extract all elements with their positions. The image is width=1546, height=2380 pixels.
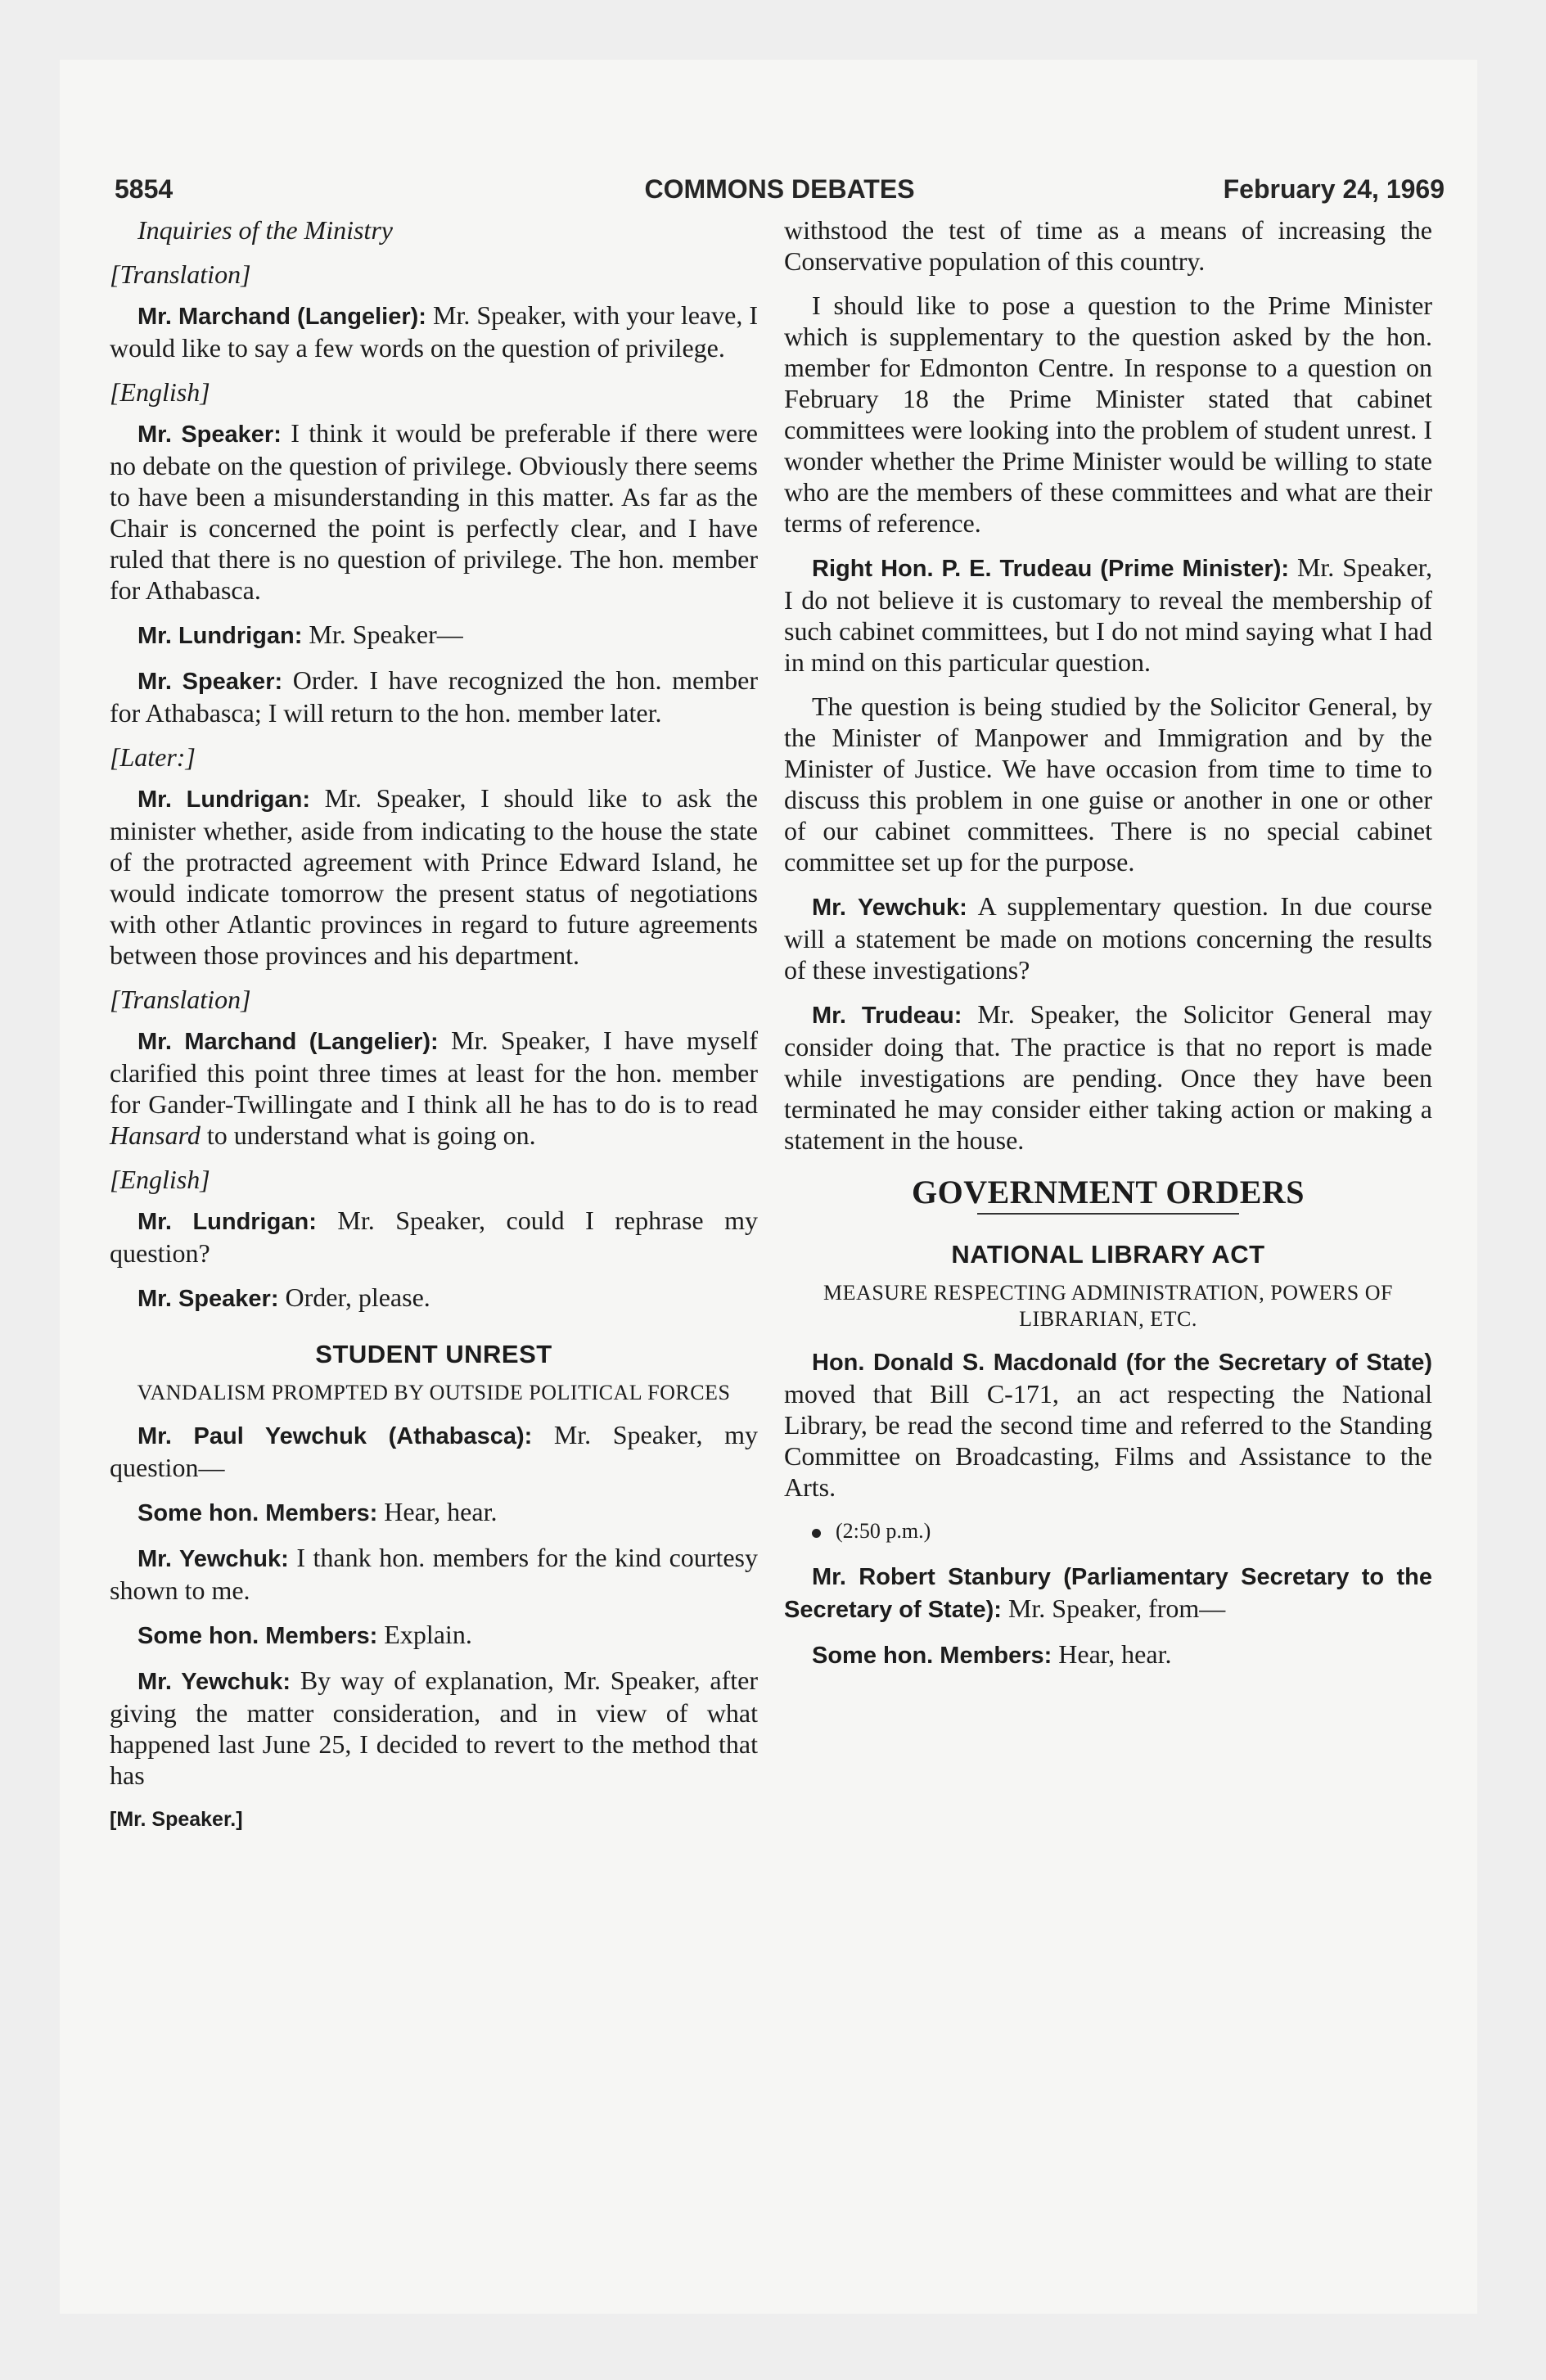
- paragraph: [784, 1560, 1432, 1625]
- speaker-name: Mr. Speaker:: [137, 669, 283, 695]
- paragraph: [784, 552, 1432, 678]
- speech-text: Hear, hear.: [1052, 1639, 1172, 1669]
- speaker-name: Mr. Lundrigan:: [137, 623, 303, 649]
- time-text: (2:50 p.m.): [836, 1519, 931, 1543]
- speech-text: Explain.: [377, 1620, 472, 1649]
- language-tag: [Translation]: [110, 985, 251, 1014]
- speaker-name: Mr. Robert Stanbury (Parliamentary Secretary to the Secretary of State):: [784, 1564, 1432, 1623]
- paragraph: [110, 782, 758, 971]
- paragraph: The question is being studied by the Solicitor General, by the Minister of Manpower and Immigration and by the Minister of Justice. We have occasion from time to time to discuss this problem in one guise or another in one or other of our cabinet committees. There is no special cabinet committee set up for the purpose.: [784, 692, 1432, 877]
- page-number: 5854: [115, 174, 174, 204]
- language-tag: [English]: [110, 1165, 210, 1194]
- paragraph: [110, 1542, 758, 1606]
- paragraph: [784, 998, 1432, 1156]
- title-rule: [977, 1213, 1239, 1215]
- speech-text: Order, please.: [278, 1282, 430, 1312]
- paragraph: [110, 1282, 758, 1314]
- paragraph: [110, 665, 758, 728]
- section-subtitle: VANDALISM PROMPTED BY OUTSIDE POLITICAL FORCES: [137, 1381, 731, 1404]
- paragraph: [110, 1619, 758, 1652]
- paragraph: I should like to pose a question to the Prime Minister which is supplementary to the question asked by the hon. member for Edmonton Centre. In response to a question on February 18 the Prime Minister stated that cabinet committees were looking into the problem of student unrest. I wonder whether the Prime Minister would be willing to state who are the members of these committees and what are their terms of reference.: [784, 291, 1432, 538]
- government-orders-title: GOVERNMENT ORDERS: [911, 1174, 1305, 1210]
- speaker-name: Some hon. Members:: [812, 1643, 1052, 1669]
- speaker-name: Hon. Donald S. Macdonald (for the Secretary of State): [812, 1350, 1432, 1376]
- speech-text: Mr. Speaker, I have myself clarified this point three times at least for the hon. member for Gander-Twillingate and I think all he has to do is to read: [110, 1025, 759, 1119]
- speech-text: Hear, hear.: [377, 1497, 498, 1526]
- paragraph: [110, 619, 758, 651]
- speech-text: Mr. Speaker, could I rephrase my question?: [110, 1206, 759, 1268]
- speaker-name: Mr. Yewchuk:: [812, 895, 967, 921]
- speech-text: moved that Bill C-171, an act respecting the National Library, be read the second time and referred to the Standing Committee on Broadcasting, Films and Assistance to the Arts.: [784, 1379, 1432, 1502]
- speaker-name: Mr. Paul Yewchuk (Athabasca):: [137, 1423, 533, 1449]
- speech-text: Mr. Speaker, the Solicitor General may consider doing that. The practice is that no report is made while investigations are pending. Once they have been terminated he may consider either taking action or making a statement in the house.: [784, 999, 1432, 1155]
- speech-text: Mr. Speaker, with your leave, I would like to say a few words on the question of privilege.: [110, 300, 759, 363]
- speaker-name: Mr. Lundrigan:: [137, 1209, 317, 1235]
- paragraph: [110, 1665, 758, 1791]
- speaker-name: Mr. Lundrigan:: [137, 787, 311, 813]
- paragraph: [784, 890, 1432, 985]
- italic-title: Hansard: [110, 1120, 201, 1150]
- speech-text: Mr. Speaker, I should like to ask the minister whether, aside from indicating to the house the state of the protracted agreement with Prince Edward Island, he would indicate tomorrow the present status of negotiations with other Atlantic provinces in regard to future agreements between those provinces and his department.: [110, 783, 759, 970]
- left-column: [110, 214, 758, 1848]
- page-date: February 24, 1969: [1223, 174, 1445, 204]
- running-subhead: Inquiries of the Ministry: [137, 215, 393, 245]
- speaker-name: Some hon. Members:: [137, 1623, 378, 1649]
- speaker-name: Mr. Trudeau:: [812, 1003, 962, 1029]
- speaker-name: Mr. Marchand (Langelier):: [137, 1029, 439, 1055]
- speech-text: to understand what is going on.: [200, 1120, 536, 1150]
- paragraph: [784, 1346, 1432, 1503]
- speech-text: Mr. Speaker, from—: [1001, 1593, 1226, 1623]
- speech-text: Mr. Speaker—: [302, 620, 463, 649]
- paragraph: [110, 1025, 758, 1151]
- time-marker: [784, 1516, 1432, 1547]
- speaker-name: Some hon. Members:: [137, 1500, 378, 1526]
- speech-text: Mr. Speaker, I do not believe it is customary to reveal the membership of such cabinet committees, but I do not mind saying what I had in mind on this particular question.: [784, 552, 1433, 677]
- footer-speaker-note: [Mr. Speaker.]: [110, 1808, 243, 1831]
- paragraph: [110, 300, 758, 363]
- speech-text: I think it would be preferable if there were no debate on the question of privilege. Obviously there seems to have been a misunderstanding in this matter. As far as the Chair is concerned the point is perfectly clear, and I have ruled that there is no question of privilege. The hon. member for Athabasca.: [110, 418, 758, 605]
- speech-text: A supplementary question. In due course will a statement be made on motions concerning the results of these investigations?: [784, 891, 1432, 985]
- speaker-name: Mr. Marchand (Langelier):: [137, 304, 426, 330]
- speaker-name: Right Hon. P. E. Trudeau (Prime Minister):: [812, 556, 1290, 582]
- speech-text: I thank hon. members for the kind courtesy shown to me.: [110, 1543, 758, 1605]
- section-title: STUDENT UNREST: [315, 1340, 552, 1368]
- page-title: COMMONS DEBATES: [644, 174, 915, 204]
- paragraph: [110, 1205, 758, 1269]
- paragraph: [110, 1419, 758, 1483]
- paragraph: [110, 1496, 758, 1529]
- language-tag: [Later:]: [110, 742, 196, 772]
- speaker-name: Mr. Yewchuk:: [137, 1546, 289, 1572]
- speech-text: Order. I have recognized the hon. member for Athabasca; I will return to the hon. member later.: [110, 665, 758, 728]
- paragraph: [110, 417, 758, 606]
- speaker-name: Mr. Speaker:: [137, 1286, 279, 1312]
- speaker-name: Mr. Yewchuk:: [137, 1669, 291, 1695]
- section-title: NATIONAL LIBRARY ACT: [951, 1240, 1265, 1269]
- speaker-name: Mr. Speaker:: [137, 421, 282, 448]
- bullet-icon: [812, 1529, 821, 1538]
- paragraph: [784, 1639, 1432, 1671]
- language-tag: [English]: [110, 377, 210, 407]
- paragraph: withstood the test of time as a means of increasing the Conservative population of this country.: [784, 215, 1432, 276]
- section-subtitle: MEASURE RESPECTING ADMINISTRATION, POWERS OF LIBRARIAN, ETC.: [823, 1281, 1393, 1331]
- speech-text: By way of explanation, Mr. Speaker, after giving the matter consideration, and in view of what happened last June 25, I decided to revert to the method that has: [110, 1666, 758, 1790]
- right-column: [784, 214, 1432, 1684]
- speech-text: Mr. Speaker, my question—: [110, 1420, 759, 1482]
- language-tag: [Translation]: [110, 259, 251, 289]
